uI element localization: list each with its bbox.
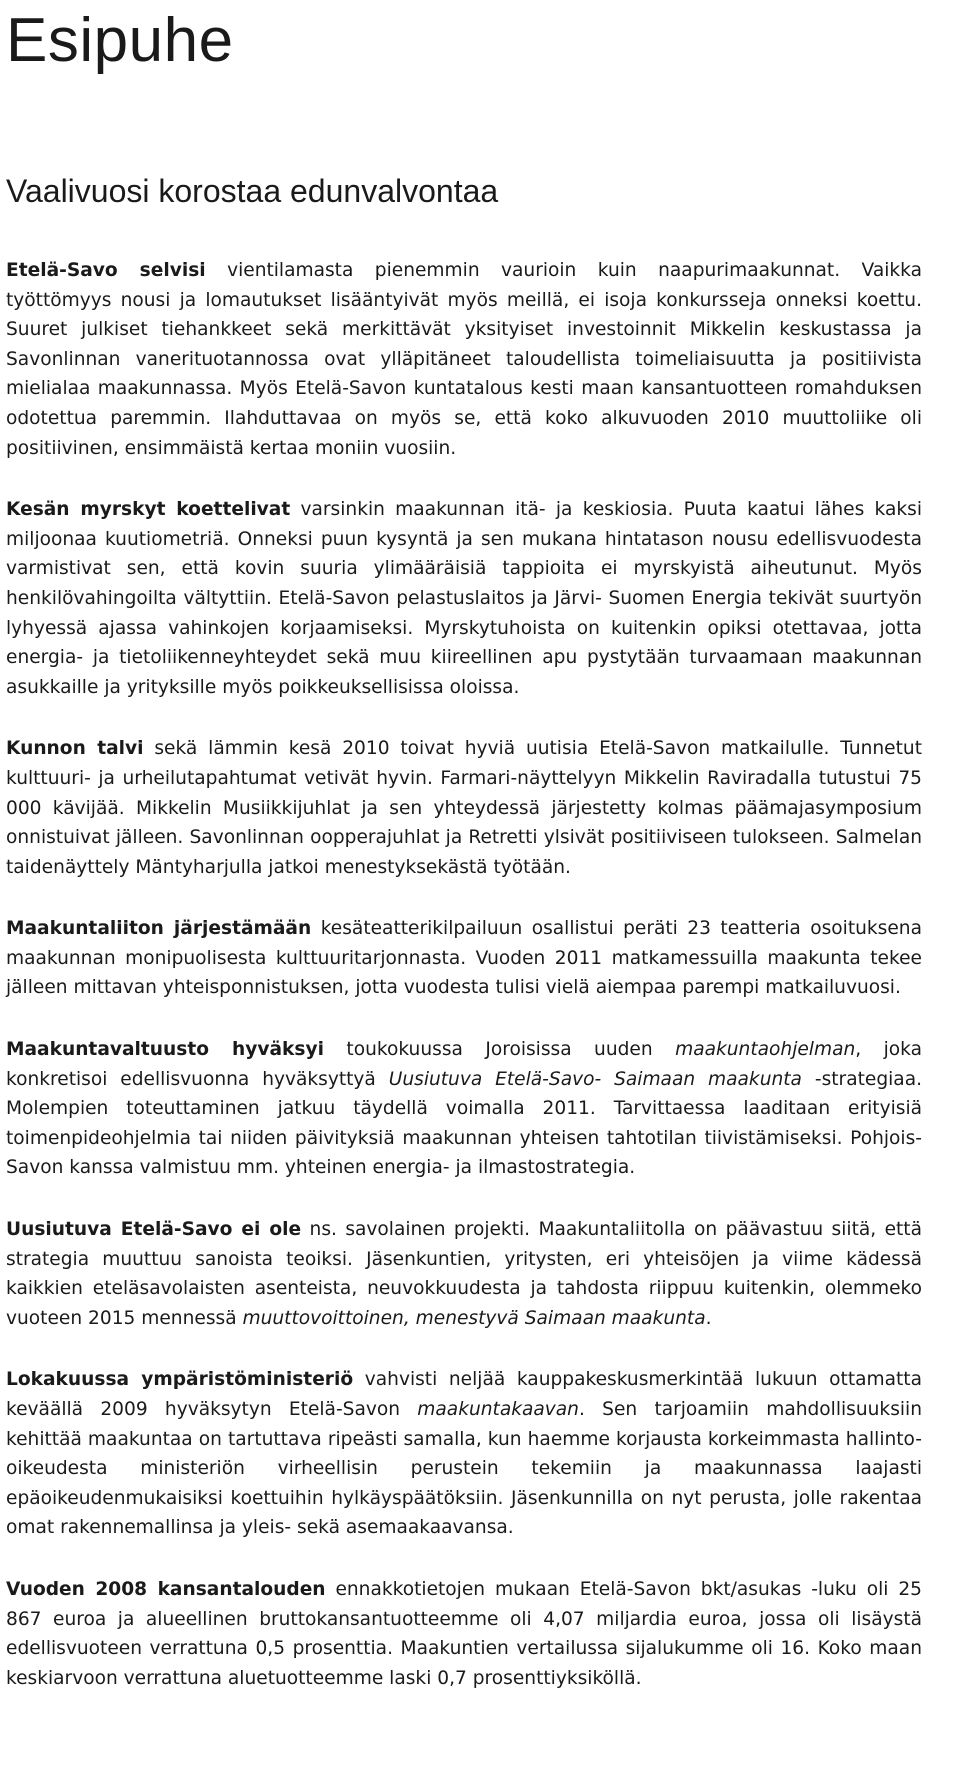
paragraph <box>6 1215 922 1333</box>
paragraph <box>6 1575 922 1693</box>
paragraph-lead: Kunnon talvi <box>6 738 144 760</box>
paragraph-lead: Lokakuussa ympäristöministeriö <box>6 1369 354 1391</box>
paragraph-lead: Maakuntaliiton järjestämään <box>6 918 312 940</box>
paragraph-text: toukokuussa Joroisissa uuden <box>323 1039 676 1061</box>
paragraph-text: . <box>705 1307 712 1329</box>
page-title: Esipuhe <box>6 6 234 75</box>
paragraph-text: -strategiaa. Molempien toteuttaminen jatkuu täydellä voimalla 2011. Tarvittaessa laaditaan erityisiä toimenpideohjelmia tai niiden päivityksiä maakunnan yhteisen tahtotilan tiivistämiseksi. Pohjois-Savon kanssa valmistuu mm. yhteinen energia- ja ilmastostrategia. <box>6 1068 922 1179</box>
paragraph-lead: Etelä-Savo selvisi <box>6 260 206 281</box>
paragraph-lead: Kesän myrskyt koettelivat <box>6 499 291 521</box>
paragraph-text: vahvisti neljää kauppakeskusmerkintää lukuun ottamatta keväällä 2009 hyväksytyn Etelä-Savon <box>6 1369 922 1420</box>
paragraph <box>6 495 922 702</box>
paragraph-italic-text: muuttovoittoinen, menestyvä Saimaan maakunta <box>242 1307 706 1329</box>
paragraph-text: ennakkotietojen mukaan Etelä-Savon bkt/asukas -luku oli 25 867 euroa ja alueellinen bruttokansantuotteemme oli 4,07 miljardia euroa, jossa oli lisäystä edellisvuoteen verrattuna 0,5 prosenttia. Maakuntien vertailussa sijalukumme oli 16. Koko maan keskiarvoon verrattuna aluetuotteemme laski 0,7 prosenttiyksiköllä. <box>6 1578 922 1689</box>
paragraph-text: vientilamasta pienemmin vaurioin kuin naapurimaakunnat. Vaikka työttömyys nousi ja lomautukset lisääntyivät myös meillä, ei isoja konkursseja onneksi koettu. Suuret julkiset tiehankkeet sekä merkittävät yksityiset investoinnit Mikkelin keskustassa ja Savonlinnan vanerituotannossa ovat ylläpitäneet taloudellista toimeliaisuutta ja positiivista mielialaa maakunnassa. Myös Etelä-Savon kuntatalous kesti maan kansantuotteen romahduksen odotettua paremmin. Ilahduttavaa on myös se, että koko alkuvuoden 2010 muuttoliike oli positiivinen, ensimmäistä kertaa moniin vuosiin. <box>6 260 922 459</box>
paragraph-italic-text: maakuntaohjelman <box>675 1039 856 1061</box>
paragraph-text: , joka konkretisoi edellisvuonna hyväksyttyä <box>6 1039 923 1090</box>
paragraph-text: varsinkin maakunnan itä- ja keskiosia. Puuta kaatui lähes kaksi miljoonaa kuutiometriä. Onneksi puun kysyntä ja sen mukana hintatason nousu edellisvuodesta varmistivat sen, että kovin suuria ylimääräisiä tappioita ei myrskyistä aiheutunut. Myös henkilövahingoilta vältyttiin. Etelä-Savon pelastuslaitos ja Järvi- Suomen Energia tekivät suurtyön lyhyessä ajassa vahinkojen korjaamiseksi. Myrskytuhoista on kuitenkin opiksi otettavaa, jotta energia- ja tietoliikenneyhteydet sekä muu kiireellinen apu pystytään turvaamaan maakunnan asukkaille ja yrityksille myös poikkeuksellisissa oloissa. <box>6 499 922 698</box>
paragraph <box>6 1365 922 1543</box>
paragraph-text: sekä lämmin kesä 2010 toivat hyviä uutisia Etelä-Savon matkailulle. Tunnetut kulttuuri- ja urheilutapahtumat vetivät hyvin. Farmari-näyttelyyn Mikkelin Raviradalla tutustui 75 000 kävijää. Mikkelin Musiikkijuhlat ja sen yhteydessä järjestetty kolmas päämajasymposium onnistuivat jälleen. Savonlinnan oopperajuhlat ja Retretti ylsivät positiiviseen tulokseen. Salmelan taidenäyttely Mäntyharjulla jatkoi menestyksekästä työtään. <box>6 738 922 878</box>
document-body <box>6 256 922 1725</box>
paragraph-text: kesäteatterikilpailuun osallistui peräti 23 teatteria osoituksena maakunnan monipuolisesta kulttuuritarjonnasta. Vuoden 2011 matkamessuilla maakunta tekee jälleen mittavan yhteisponnistuksen, jotta vuodesta tulisi vielä aiempaa parempi matkailuvuosi. <box>6 918 922 999</box>
document-page <box>6 0 923 1689</box>
paragraph <box>6 914 922 1003</box>
paragraph-lead: Uusiutuva Etelä-Savo ei ole <box>6 1219 302 1241</box>
paragraph <box>6 1035 922 1183</box>
paragraph <box>6 734 922 882</box>
paragraph-italic-text: Uusiutuva Etelä-Savo- Saimaan maakunta <box>388 1068 802 1090</box>
paragraph-lead: Maakuntavaltuusto hyväksyi <box>6 1039 324 1061</box>
page-subtitle: Vaalivuosi korostaa edunvalvontaa <box>6 173 499 209</box>
paragraph-lead: Vuoden 2008 kansantalouden <box>6 1578 326 1600</box>
paragraph-text: ns. savolainen projekti. Maakuntaliitolla on päävastuu siitä, että strategia muuttuu sanoista teoiksi. Jäsenkuntien, yritysten, eri yhteisöjen ja viime kädessä kaikkien eteläsavolaisten asenteista, neuvokkuudesta ja tahdosta riippuu kuitenkin, olemmeko vuoteen 2015 mennessä <box>6 1219 922 1329</box>
paragraph-text: . Sen tarjoamiin mahdollisuuksiin kehittää maakuntaa on tartuttava ripeästi samalla, kun haemme korjausta korkeimmasta hallinto-oikeudesta ministeriön virheellisin perustein tekemiin ja maakunnassa laajasti epäoikeudenmukaisiksi koettuihin hylkäyspäätöksiin. Jäsenkunnilla on nyt perusta, jolle rakentaa omat rakennemallinsa ja yleis- sekä asemaakaavansa. <box>6 1399 922 1539</box>
paragraph-italic-text: maakuntakaavan <box>417 1399 579 1420</box>
paragraph <box>6 256 922 463</box>
